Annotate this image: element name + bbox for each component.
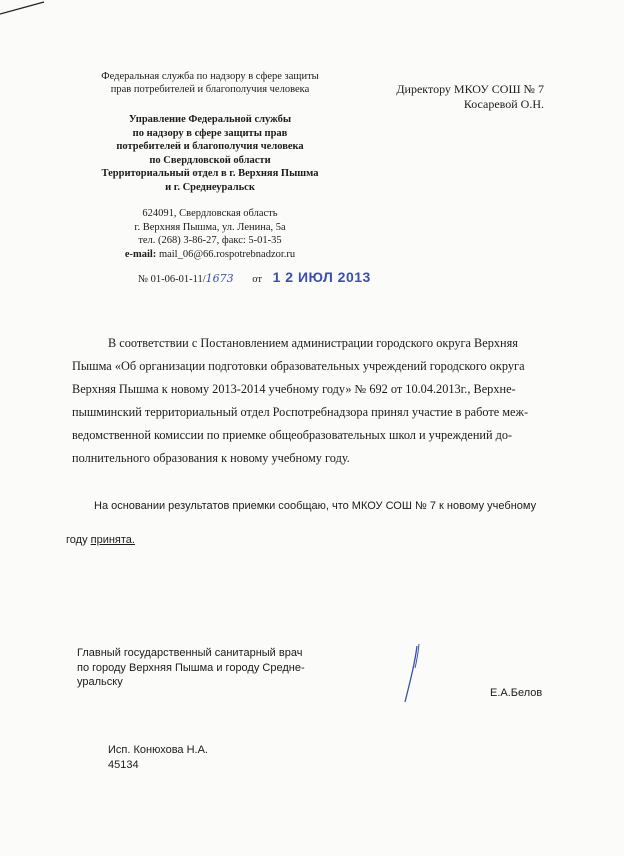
email-line xyxy=(60,248,360,262)
phone-line: тел. (268) 3-86-27, факс: 5-01-35 xyxy=(138,235,282,246)
email-value: mail_06@66.rospotrebnadzor.ru xyxy=(158,248,296,260)
recipient-line: Директору МКОУ СОШ № 7 xyxy=(396,82,544,96)
agency-line: прав потребителей и благополучия человека xyxy=(110,84,310,95)
scan-mark-icon xyxy=(0,0,60,20)
conclusion-continuation xyxy=(66,534,135,546)
department-line: Управление Федеральной службы xyxy=(128,114,292,125)
sender-address xyxy=(60,207,360,261)
agency-header xyxy=(60,70,360,96)
body-line: ведомственной комиссии по приемке общеобразовательных школ и учреждений до- xyxy=(72,428,513,442)
signatory-name: Е.А.Белов xyxy=(490,687,543,699)
address-line: 624091, Свердловская область xyxy=(142,208,278,219)
executor-phone: 45134 xyxy=(108,758,139,771)
reference-prefix: № 01-06-01-11/ xyxy=(138,274,206,285)
department-header xyxy=(60,113,360,194)
conclusion-line: На основании результатов приемки сообщаю, что МКОУ СОШ № 7 к новому учебному xyxy=(94,500,537,512)
conclusion-prefix: году xyxy=(66,534,91,546)
executor-block xyxy=(108,743,208,772)
email-label: e-mail: xyxy=(124,248,157,260)
reference-handwritten-number: 1673 xyxy=(205,272,234,285)
body-line: полнительного образования к новому учебному году. xyxy=(72,451,350,465)
department-line: по Свердловской области xyxy=(149,154,271,166)
date-stamp: 1 2 ИЮЛ 2013 xyxy=(272,269,371,285)
reference-line xyxy=(138,271,398,286)
recipient-line: Косаревой О.Н. xyxy=(463,97,544,111)
department-line: Территориальный отдел в г. Верхняя Пышма xyxy=(101,168,319,179)
signatory-title-line: уральску xyxy=(77,676,123,688)
date-prefix: от xyxy=(252,274,262,285)
executor-name: Исп. Конюхова Н.А. xyxy=(108,744,208,756)
signatory-title-line: по городу Верхняя Пышма и городу Средне- xyxy=(77,661,305,674)
handwritten-signature-icon xyxy=(395,640,435,710)
body-line: пышминский территориальный отдел Роспотребнадзора принял участие в работе меж- xyxy=(72,405,529,419)
signatory-title-line: Главный государственный санитарный врач xyxy=(77,647,303,659)
signatory-title xyxy=(77,646,305,690)
conclusion-result: принята. xyxy=(90,534,135,546)
body-line: В соответствии с Постановлением администрации городского округа Верхняя xyxy=(108,336,518,350)
body-line: Верхняя Пышма к новому 2013-2014 учебному году» № 692 от 10.04.2013г., Верхне- xyxy=(72,382,516,396)
department-line: и г. Среднеуральск xyxy=(165,181,255,193)
body-line: Пышма «Об организации подготовки образовательных учреждений городского округа xyxy=(72,359,525,373)
department-line: потребителей и благополучия человека xyxy=(116,141,304,152)
body-paragraph xyxy=(72,332,554,470)
recipient-block xyxy=(360,82,544,112)
agency-line: Федеральная служба по надзору в сфере защиты xyxy=(101,71,319,82)
address-line: г. Верхняя Пышма, ул. Ленина, 5а xyxy=(134,221,286,233)
department-line: по надзору в сфере защиты прав xyxy=(132,127,288,139)
